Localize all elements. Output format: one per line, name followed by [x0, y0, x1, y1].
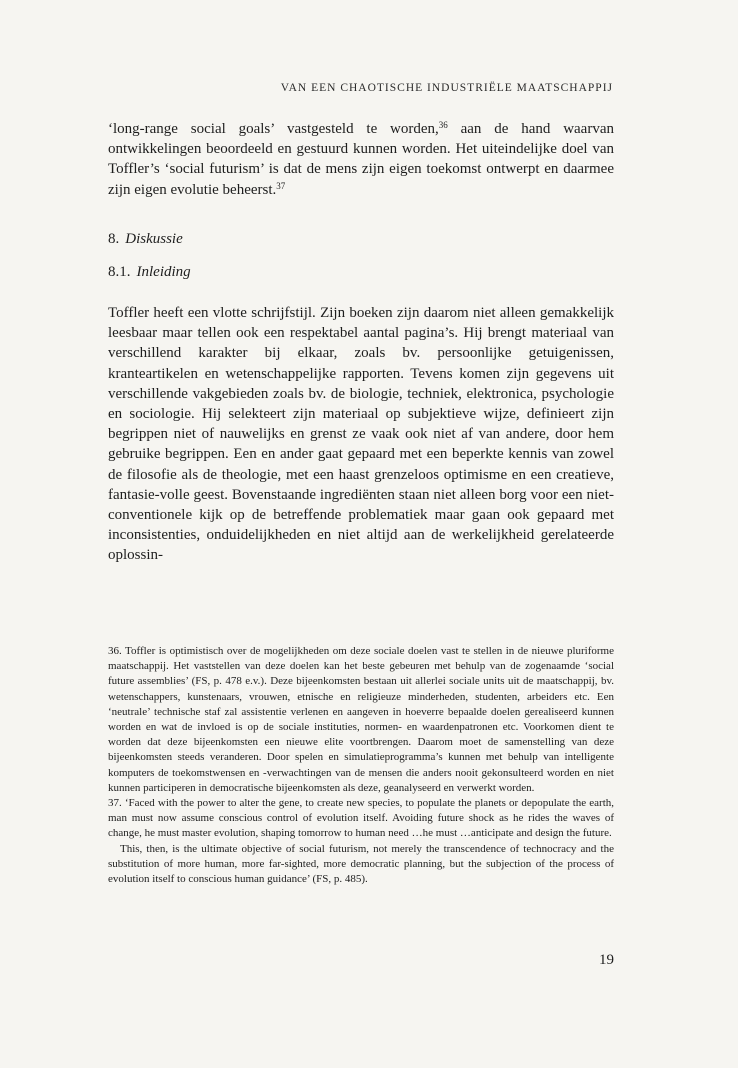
intro-paragraph-block — [108, 119, 614, 200]
section-number: 8. — [108, 231, 120, 247]
footnotes — [108, 644, 614, 887]
main-paragraph: Toffler heeft een vlotte schrijfstijl. Zijn boeken zijn daarom niet alleen gemakkelijk leesbaar maar tellen ook een respektabel aantal pagina’s. Hij brengt materiaal van verschillend karakter bij elkaar, zoals bv. persoonlijke getuigenissen, kranteartikelen en wetenschappelijke rapporten. Tevens komen zijn gegevens uit verschillende vakgebieden zoals bv. de biologie, techniek, elektronica, psychologie en sociologie. Hij selekteert zijn materiaal op subjektieve wijze, definieert zijn begrippen niet of nauwelijks en grenst ze vaak ook niet af van andere, door hem gebruike begrippen. Een en ander gaat gepaard met een beperkte kennis van zowel de filosofie als de theologie, met een haast grenzeloos optimisme en een creatieve, fantasie-volle geest. Bovenstaande ingrediënten staan niet alleen borg voor een niet-conventionele kijk op de betreffende problematiek maar gaan ook gepaard met inconsistenties, onduidelijkheden en niet altijd aan de werkelijkheid gerelateerde oplossin- — [108, 305, 614, 564]
footnote-36: 36. Toffler is optimistisch over de mogelijkheden om deze sociale doelen vast te stellen in de nieuwe pluriforme maatschappij. Het vaststellen van deze doelen kan het beste gebeuren met behulp van de zogenaamde ‘social future assemblies’ (FS, p. 478 e.v.). Deze bijeenkomsten bestaan uit allerlei sociale units uit de maatschappij, bv. wetenschappers, kunstenaars, vrouwen, etnische en religieuze minderheden, studenten, arbeiders etc. Een ‘neutrale’ technische staf zal assistentie verlenen en aangeven in hoeverre bepaalde doelen gerealiseerd kunnen worden en wat de invloed is op de sociale instituties, normen- en waardenpatronen etc. Voorkomen dient te worden dat deze bijeenkomsten een nieuwe elite voortbrengen. Daarom moet de samenstelling van deze bijeenkomsten steeds veranderen. Door spelen en simulatieprogramma’s kunnen met behulp van intelligente komputers de toekomstwensen en -verwachtingen van de mensen die anders nooit gekonsulteerd worden en niet kunnen participeren in democratische bijeenkomsten als deze, geanalyseerd en verwerkt worden. — [108, 645, 614, 794]
intro-paragraph — [108, 119, 614, 200]
running-head: VAN EEN CHAOTISCHE INDUSTRIËLE MAATSCHAPPIJ — [280, 82, 613, 94]
section-title: Diskussie — [125, 231, 183, 247]
section-number: 8.1. — [108, 264, 131, 280]
footnote-ref-37: 37 — [276, 180, 286, 191]
footnote-37: 37. ‘Faced with the power to alter the gene, to create new species, to populate the planets or depopulate the earth, man must now assume conscious control of evolution itself. Avoiding future shock as he rides the waves of change, he must master evolution, shaping tomorrow to human need …he must …anticipate and design the future. — [108, 797, 614, 840]
section-heading-8 — [108, 231, 183, 248]
section-heading-8-1 — [108, 264, 191, 281]
intro-text-b: aan de hand waarvan ontwikkelingen beoordeeld en gestuurd kunnen worden. Het uiteindelijke doel van Toffler’s ‘social futurism’ is dat de mens zijn eigen toekomst ontwerpt en daarmee zijn eigen evolutie beheerst. — [108, 121, 614, 198]
page-number: 19 — [599, 952, 614, 968]
main-paragraph-block — [108, 303, 614, 566]
intro-text-a: ‘long-range social goals’ vastgesteld te worden, — [108, 121, 439, 137]
section-title: Inleiding — [136, 264, 191, 280]
footnote-37-continuation: This, then, is the ultimate objective of social futurism, not merely the transcendence of technocracy and the substitution of more human, more far-sighted, more democratic planning, but the subjection of the process of evolution itself to conscious human guidance’ (FS, p. 485). — [108, 842, 614, 886]
footnote-ref-36: 36 — [438, 120, 448, 130]
